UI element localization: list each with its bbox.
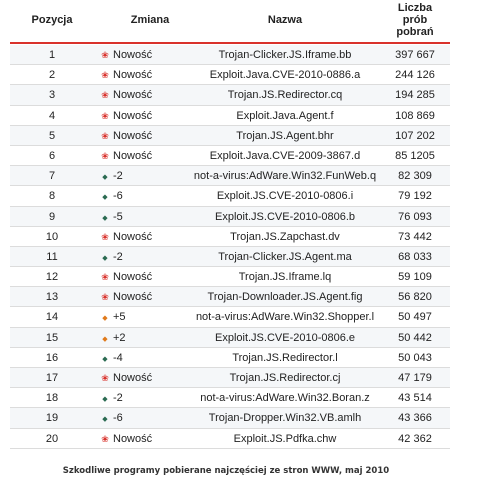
row-count: 59 109 (398, 271, 432, 284)
arrow-up-icon: ◆ (102, 335, 108, 343)
row-position: 18 (45, 392, 59, 405)
header-count-line2: prób (402, 14, 428, 26)
row-position: 13 (45, 291, 59, 304)
row-change-label: Nowość (113, 432, 153, 445)
row-change-label: -2 (113, 250, 123, 263)
header-position: Pozycja (31, 14, 73, 26)
row-change-label: Nowość (113, 129, 153, 142)
row-position: 11 (46, 250, 58, 263)
table-row (10, 267, 450, 287)
header-name: Nazwa (267, 14, 303, 26)
row-name: Exploit.Java.CVE-2010-0886.a (209, 69, 361, 82)
row-name: Exploit.Java.CVE-2009-3867.d (209, 149, 361, 162)
row-change (100, 328, 200, 348)
table-row (10, 207, 450, 227)
row-position: 19 (45, 412, 59, 425)
row-name: Trojan-Clicker.JS.Agent.ma (218, 250, 352, 263)
header-count-line1: Liczba (397, 2, 433, 14)
row-change (100, 65, 200, 85)
arrow-down-icon: ◆ (102, 416, 108, 424)
table-row (10, 307, 450, 327)
table-row (10, 287, 450, 307)
row-position: 9 (48, 210, 56, 223)
row-position: 1 (48, 49, 56, 61)
row-change-label: Nowość (113, 291, 153, 304)
row-count: 397 667 (395, 49, 435, 61)
paw-icon: ❀ (101, 373, 109, 383)
paw-icon: ❀ (101, 90, 109, 101)
row-change-label: -6 (113, 190, 123, 203)
table-row (10, 166, 450, 186)
row-change (100, 106, 200, 126)
row-change (100, 307, 200, 327)
row-position: 7 (48, 170, 56, 183)
paw-icon: ❀ (101, 272, 109, 283)
row-count: 43 514 (398, 392, 432, 405)
table-row (10, 106, 450, 126)
row-change (100, 85, 200, 105)
row-position: 4 (48, 109, 56, 122)
row-change (100, 429, 200, 449)
row-name: Trojan.JS.Redirector.cq (227, 89, 343, 102)
paw-icon: ❀ (101, 150, 109, 161)
row-name: Trojan.JS.Agent.bhr (236, 129, 334, 142)
row-count: 108 869 (395, 109, 435, 122)
row-position: 16 (45, 351, 59, 364)
table-row (10, 247, 450, 267)
row-count: 82 309 (398, 170, 432, 183)
paw-icon: ❀ (101, 292, 109, 303)
row-count: 50 497 (398, 311, 432, 324)
row-change-label: -6 (113, 412, 123, 425)
row-change (100, 388, 200, 408)
row-position: 6 (48, 149, 56, 162)
row-change (100, 287, 200, 307)
row-count: 50 442 (398, 331, 432, 344)
row-name: not-a-virus:AdWare.Win32.Shopper.l (195, 311, 375, 324)
row-name: Exploit.JS.Pdfka.chw (233, 432, 337, 445)
row-count: 50 043 (398, 351, 432, 364)
row-name: Trojan.JS.Redirector.l (232, 351, 338, 364)
row-count: 47 179 (398, 372, 432, 384)
row-change (100, 247, 200, 267)
header-count-line3: pobrań (396, 26, 434, 38)
row-count: 76 093 (398, 210, 432, 223)
row-count: 244 126 (395, 69, 435, 82)
row-change (100, 348, 200, 368)
table-row (10, 227, 450, 247)
table-body (10, 45, 450, 449)
row-name: Trojan-Clicker.JS.Iframe.bb (218, 49, 352, 61)
table-caption: Szkodliwe programy pobierane najczęściej ze stron WWW, maj 2010 (62, 466, 390, 476)
row-change (100, 126, 200, 146)
row-name: Trojan-Downloader.JS.Agent.fig (207, 291, 363, 304)
table-row (10, 146, 450, 166)
row-position: 10 (45, 230, 59, 243)
row-change-label: +2 (113, 331, 126, 344)
row-name: not-a-virus:AdWare.Win32.FunWeb.q (193, 170, 377, 183)
table-row (10, 85, 450, 105)
arrow-down-icon: ◆ (102, 194, 108, 202)
row-change-label: -5 (113, 210, 123, 223)
row-position: 17 (45, 372, 59, 384)
row-change (100, 408, 200, 428)
row-count: 107 202 (395, 129, 435, 142)
row-change (100, 146, 200, 166)
row-change-label: Nowość (113, 149, 153, 162)
row-name: Trojan.JS.Iframe.lq (238, 271, 332, 284)
row-change (100, 166, 200, 186)
arrow-down-icon: ◆ (102, 174, 108, 182)
row-count: 79 192 (398, 190, 432, 203)
row-change-label: -4 (113, 351, 123, 364)
table-header (0, 0, 452, 42)
row-name: Exploit.Java.Agent.f (236, 109, 334, 122)
table-row (10, 368, 450, 388)
row-count: 56 820 (398, 291, 432, 304)
arrow-down-icon: ◆ (102, 254, 108, 262)
row-position: 3 (48, 89, 56, 102)
row-count: 73 442 (398, 230, 432, 243)
table-row (10, 65, 450, 85)
row-change (100, 186, 200, 206)
table-row (10, 328, 450, 348)
row-count: 42 362 (398, 432, 432, 445)
row-change (100, 267, 200, 287)
row-change-label: +5 (113, 311, 126, 324)
paw-icon: ❀ (101, 70, 109, 81)
table-row (10, 348, 450, 368)
row-change-label: Nowość (113, 230, 153, 243)
paw-icon: ❀ (101, 130, 109, 141)
row-change (100, 207, 200, 227)
row-name: Trojan.JS.Zapchast.dv (230, 230, 340, 243)
table-row (10, 408, 450, 428)
row-name: Trojan-Dropper.Win32.VB.amlh (208, 412, 362, 425)
row-position: 2 (48, 69, 56, 82)
row-change-label: Nowość (113, 109, 153, 122)
row-change-label: Nowość (113, 372, 153, 384)
row-change-label: -2 (113, 392, 123, 405)
row-change-label: Nowość (113, 89, 153, 102)
header-rule (10, 42, 450, 44)
row-name: Trojan.JS.Redirector.cj (229, 372, 341, 384)
row-change (100, 45, 200, 65)
arrow-down-icon: ◆ (102, 214, 108, 222)
row-count: 68 033 (398, 250, 432, 263)
header-count (380, 2, 450, 38)
row-name: Exploit.JS.CVE-2010-0806.i (216, 190, 354, 203)
paw-icon: ❀ (101, 110, 109, 121)
row-change (100, 227, 200, 247)
row-count: 85 1205 (395, 149, 435, 162)
table-row (10, 126, 450, 146)
row-position: 8 (48, 190, 56, 203)
row-position: 14 (45, 311, 59, 324)
row-position: 20 (45, 432, 59, 445)
row-change-label: Nowość (113, 69, 153, 82)
row-position: 12 (45, 271, 59, 284)
paw-icon: ❀ (101, 433, 109, 444)
row-change (100, 368, 200, 388)
arrow-up-icon: ◆ (102, 315, 108, 323)
row-name: Exploit.JS.CVE-2010-0806.e (214, 331, 356, 344)
arrow-down-icon: ◆ (102, 355, 108, 363)
table-row (10, 429, 450, 449)
row-position: 15 (45, 331, 59, 344)
row-name: Exploit.JS.CVE-2010-0806.b (214, 210, 356, 223)
table-row (10, 186, 450, 206)
table-row (10, 45, 450, 65)
row-change-label: Nowość (113, 49, 153, 61)
row-count: 194 285 (395, 89, 435, 102)
row-position: 5 (48, 129, 56, 142)
row-count: 43 366 (398, 412, 432, 425)
paw-icon: ❀ (101, 50, 109, 60)
header-change: Zmiana (130, 14, 170, 26)
row-change-label: Nowość (113, 271, 153, 284)
table-row (10, 388, 450, 408)
row-change-label: -2 (113, 170, 123, 183)
row-name: not-a-virus:AdWare.Win32.Boran.z (200, 392, 370, 405)
paw-icon: ❀ (101, 231, 109, 242)
arrow-down-icon: ◆ (102, 396, 108, 404)
